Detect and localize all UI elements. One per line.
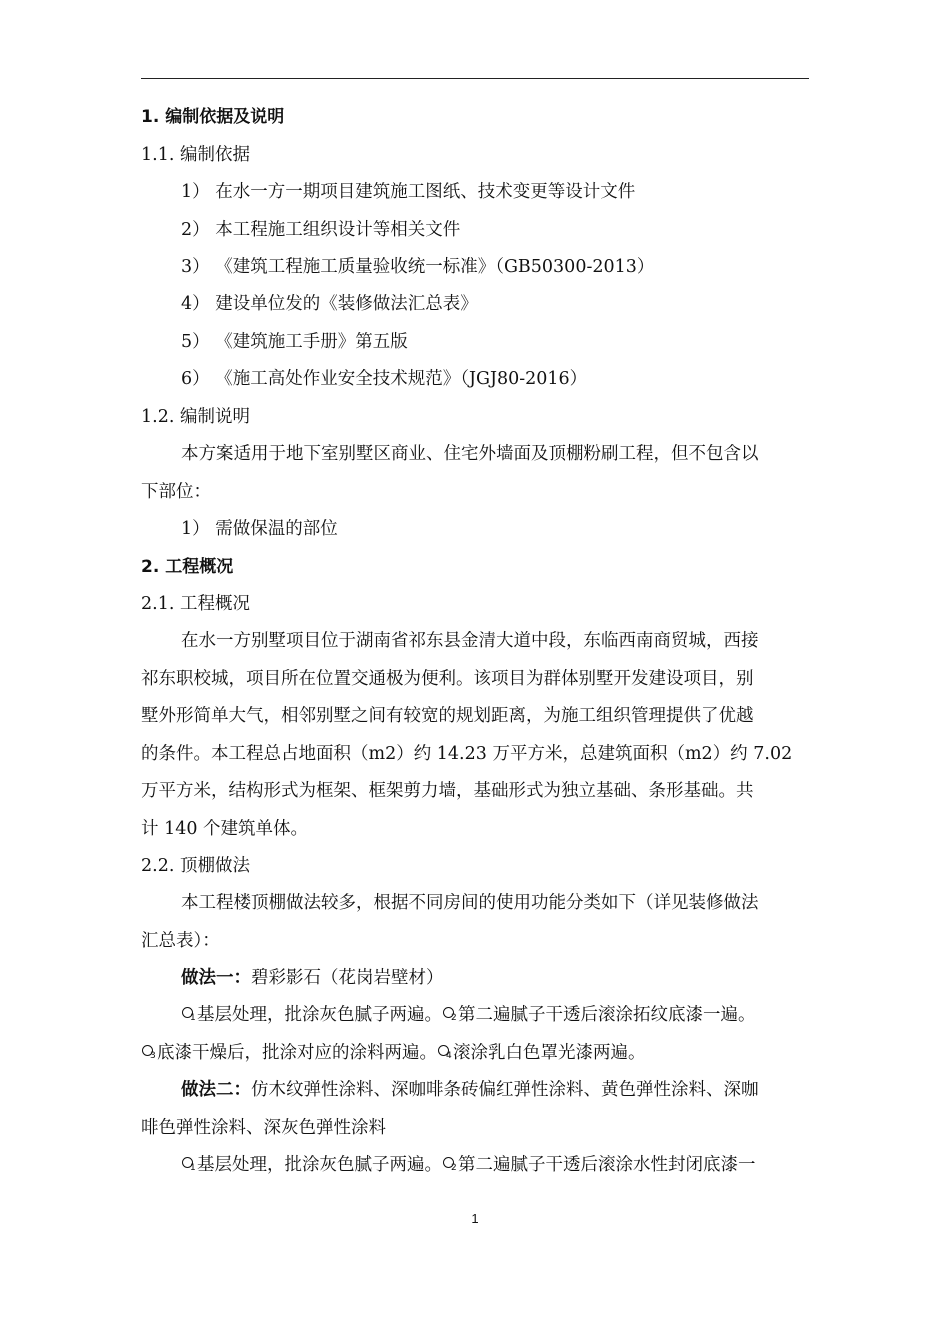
- ceiling-intro-line-2: 汇总表）：: [141, 931, 220, 951]
- method-2-step-2: 第二遍腻子干透后滚涂水性封闭底漆一: [458, 1155, 756, 1175]
- step-4-marker-icon: 4: [437, 1043, 453, 1061]
- section-2-2-heading: 2.2. 顶棚做法: [141, 856, 250, 876]
- basis-item-1: 1） 在水一方一期项目建筑施工图纸、技术变更等设计文件: [181, 182, 636, 202]
- method-1-step-1: 基层处理，批涂灰色腻子两遍。: [197, 1005, 442, 1025]
- page-number: 1: [471, 1211, 479, 1226]
- section-2-heading: 2. 工程概况: [141, 557, 234, 577]
- method-1-steps-line-2: [141, 1041, 646, 1065]
- method-1-text: 碧彩影石（花岗岩壁材）: [251, 968, 444, 988]
- method-2-text-line-1: 仿木纹弹性涂料、深咖啡条砖偏红弹性涂料、黄色弹性涂料、深咖: [251, 1080, 759, 1100]
- basis-item-3: 3） 《建筑工程施工质量验收统一标准》（GB50300-2013）: [181, 257, 655, 277]
- basis-item-4: 4） 建设单位发的《装修做法汇总表》: [181, 294, 478, 314]
- scope-paragraph-line-1: 本方案适用于地下室别墅区商业、住宅外墙面及顶棚粉刷工程，但不包含以: [181, 444, 759, 464]
- method-1-step-4: 滚涂乳白色罩光漆两遍。: [453, 1043, 646, 1063]
- overview-line-6: 计 140 个建筑单体。: [141, 819, 309, 839]
- overview-line-3: 墅外形简单大气，相邻别墅之间有较宽的规划距离，为施工组织管理提供了优越: [141, 706, 754, 726]
- method-1-heading: [181, 966, 444, 990]
- step-2-marker-icon: 2: [442, 1155, 458, 1173]
- scope-paragraph-line-2: 下部位：: [141, 482, 211, 502]
- exclusion-item-1: 1） 需做保温的部位: [181, 519, 338, 539]
- section-1-2-heading: 1.2. 编制说明: [141, 407, 250, 427]
- header-rule: [141, 78, 809, 79]
- method-2-steps-line-1: [181, 1153, 756, 1177]
- step-2-marker-icon: 2: [442, 1005, 458, 1023]
- section-2-1-heading: 2.1. 工程概况: [141, 594, 250, 614]
- ceiling-intro-line-1: 本工程楼顶棚做法较多，根据不同房间的使用功能分类如下（详见装修做法: [181, 893, 759, 913]
- method-1-step-3: 底漆干燥后，批涂对应的涂料两遍。: [157, 1043, 437, 1063]
- method-2-text-line-2: 啡色弹性涂料、深灰色弹性涂料: [141, 1118, 386, 1138]
- overview-line-1: 在水一方别墅项目位于湖南省祁东县金清大道中段，东临西南商贸城，西接: [181, 631, 759, 651]
- method-2-label: 做法二：: [181, 1080, 251, 1100]
- step-3-marker-icon: 3: [141, 1043, 157, 1061]
- section-1-1-heading: 1.1. 编制依据: [141, 145, 250, 165]
- method-1-steps-line-1: [181, 1003, 756, 1027]
- step-1-marker-icon: 1: [181, 1155, 197, 1173]
- section-1-heading: 1. 编制依据及说明: [141, 107, 285, 127]
- basis-item-5: 5） 《建筑施工手册》第五版: [181, 332, 408, 352]
- basis-item-6: 6） 《施工高处作业安全技术规范》（JGJ80-2016）: [181, 369, 588, 389]
- method-2-step-1: 基层处理，批涂灰色腻子两遍。: [197, 1155, 442, 1175]
- method-1-label: 做法一：: [181, 968, 251, 988]
- step-1-marker-icon: 1: [181, 1005, 197, 1023]
- overview-line-2: 祁东职校城，项目所在位置交通极为便利。该项目为群体别墅开发建设项目，别: [141, 669, 754, 689]
- overview-line-5: 万平方米，结构形式为框架、框架剪力墙，基础形式为独立基础、条形基础。共: [141, 781, 754, 801]
- method-2-heading: [181, 1078, 759, 1102]
- basis-item-2: 2） 本工程施工组织设计等相关文件: [181, 220, 461, 240]
- method-1-step-2: 第二遍腻子干透后滚涂拓纹底漆一遍。: [458, 1005, 756, 1025]
- overview-line-4: 的条件。本工程总占地面积（m2）约 14.23 万平方米，总建筑面积（m2）约 7.02: [141, 744, 793, 764]
